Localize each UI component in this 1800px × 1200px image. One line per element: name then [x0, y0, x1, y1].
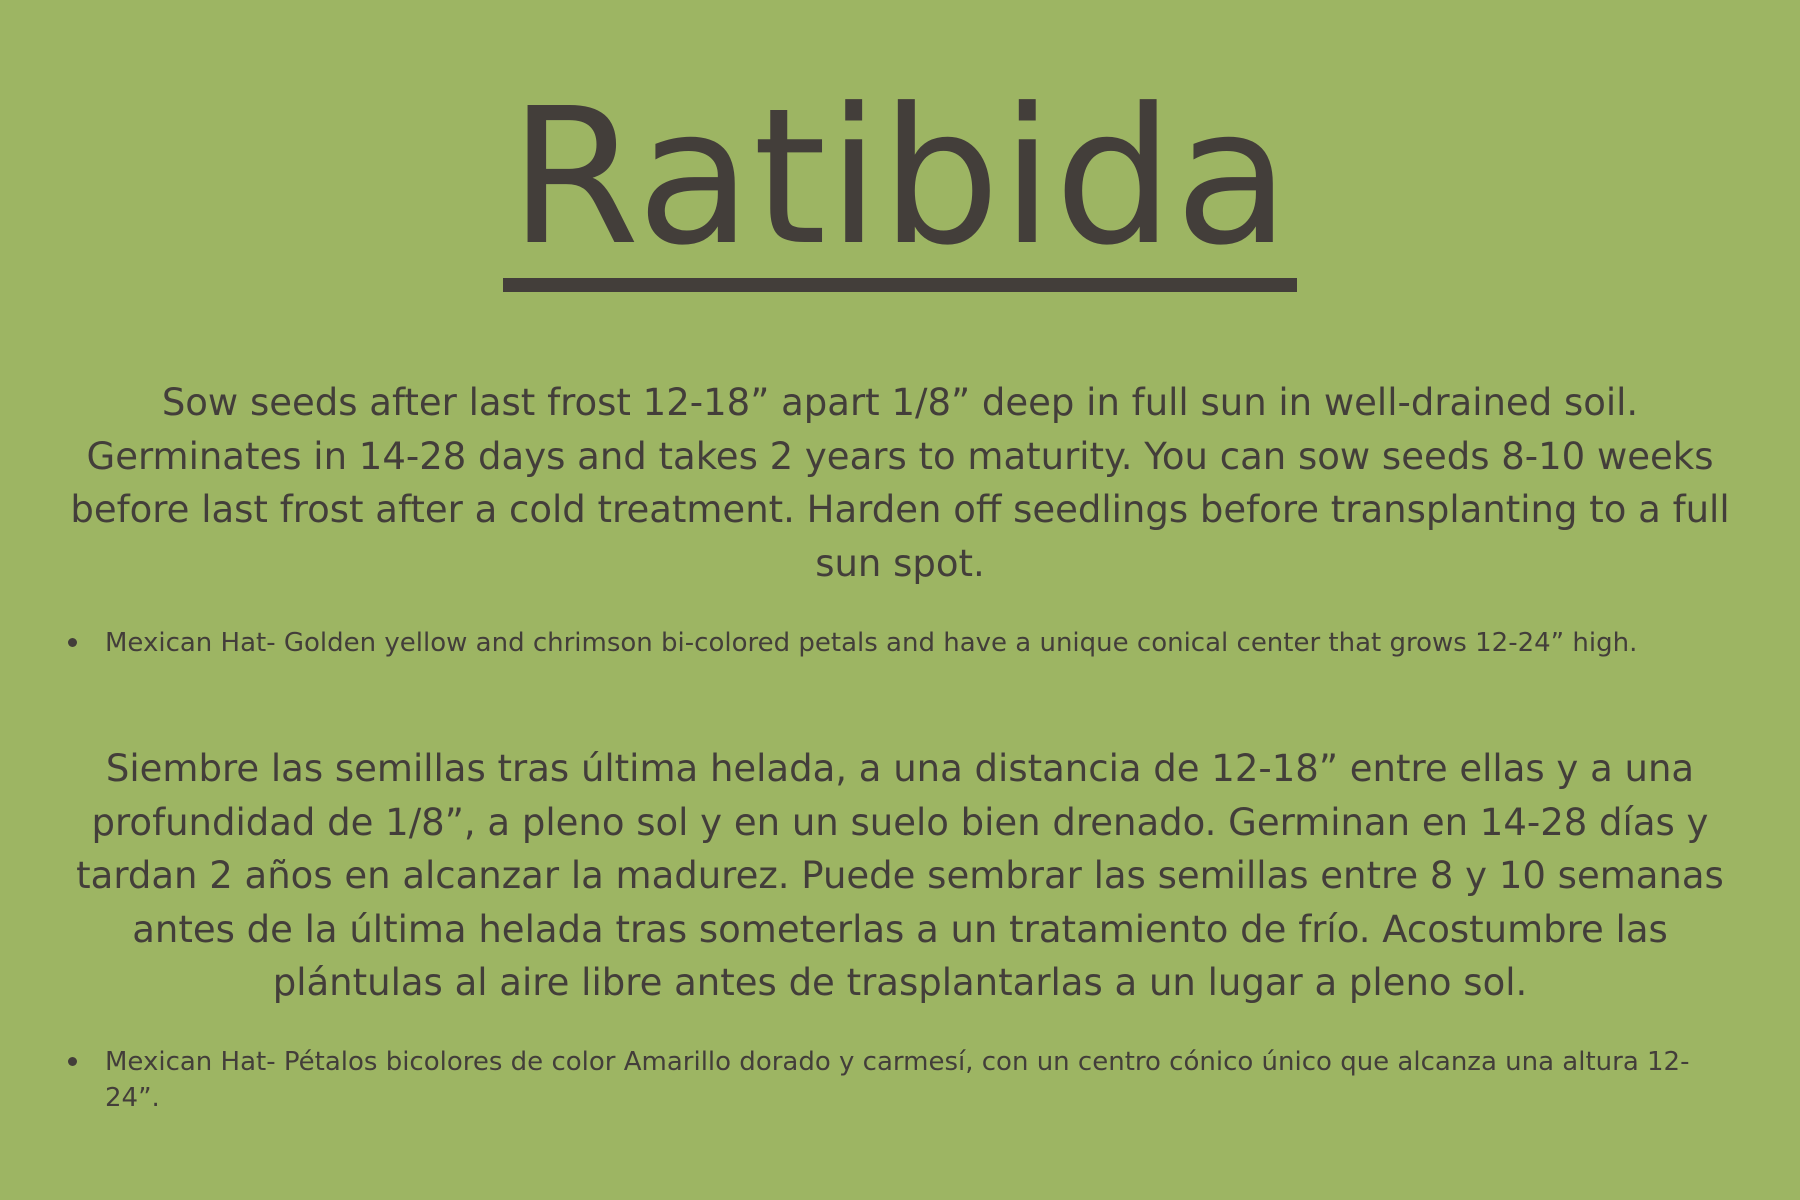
variety-description: Mexican Hat- Pétalos bicolores de color Amarillo dorado y carmesí, con un centro cónico único que alcanza una altura 12-24”. [105, 1047, 1690, 1113]
list-item [62, 1044, 1722, 1116]
variety-description: Mexican Hat- Golden yellow and chrimson bi-colored petals and have a unique conical center that grows 12-24” high. [105, 628, 1638, 658]
page-title: Ratibida [503, 78, 1297, 292]
bullet-icon [68, 1057, 77, 1066]
list-item [62, 625, 1722, 661]
spanish-instructions: Siembre las semillas tras última helada, a una distancia de 12-18” entre ellas y a una profundidad de 1/8”, a pleno sol y en un suelo bien drenado. Germinan en 14-28 días y tardan 2 años en alcanzar la madurez. Puede sembrar las semillas entre 8 y 10 semanas antes de la última helada tras someterlas a un tratamiento de frío. Acostumbre las plántulas al aire libre antes de trasplantarlas a un lugar a pleno sol. [76, 747, 1724, 1004]
english-instructions: Sow seeds after last frost 12-18” apart 1/8” deep in full sun in well-drained soil. Germinates in 14-28 days and takes 2 years to maturity. You can sow seeds 8-10 weeks before last frost after a cold treatment. Harden off seedlings before transplanting to a full sun spot. [70, 381, 1730, 585]
title-container [0, 68, 1800, 292]
english-variety-list [62, 625, 1722, 661]
spanish-variety-list [62, 1044, 1722, 1116]
bullet-icon [68, 638, 77, 647]
